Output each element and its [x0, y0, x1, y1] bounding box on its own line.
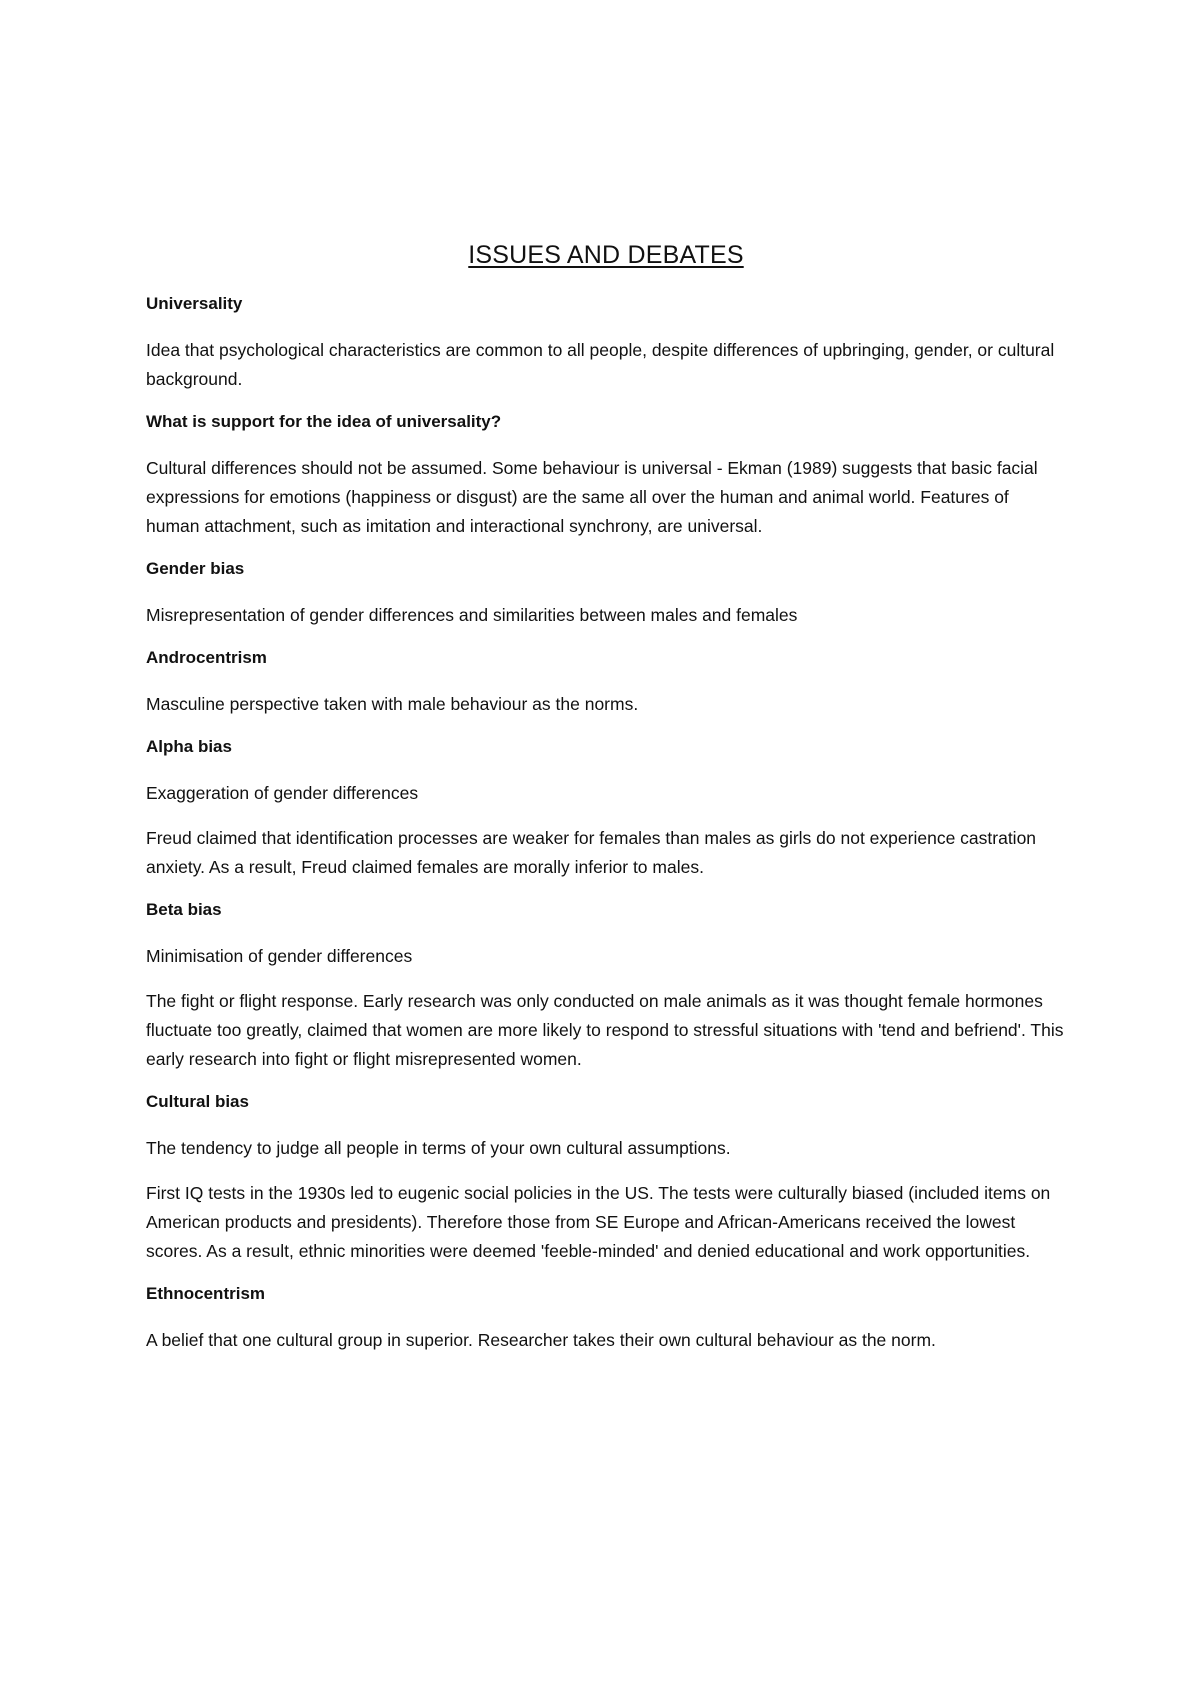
section-heading-universality-support: What is support for the idea of universality? [146, 412, 502, 431]
paragraph-androcentrism-definition: Masculine perspective taken with male behaviour as the norms. [146, 694, 639, 714]
paragraph-alpha-bias-example: Freud claimed that identification processes are weaker for females than males as girls do not experience castration anxiety. As a result, Freud claimed females are morally inferior to males. [146, 828, 1037, 877]
paragraph-universality-definition: Idea that psychological characteristics are common to all people, despite differences of upbringing, gender, or cultural background. [146, 340, 1055, 389]
section-heading-universality: Universality [146, 294, 243, 313]
paragraph-cultural-bias-example: First IQ tests in the 1930s led to eugenic social policies in the US. The tests were culturally biased (included items on American products and presidents). Therefore those from SE Europe and African-Americans received the lowest scores. As a result, ethnic minorities were deemed 'feeble-minded' and denied educational and work opportunities. [146, 1183, 1051, 1261]
paragraph-gender-bias-definition: Misrepresentation of gender differences and similarities between males and females [146, 605, 798, 625]
section-heading-gender-bias: Gender bias [146, 559, 245, 578]
section-heading-cultural-bias: Cultural bias [146, 1092, 249, 1111]
paragraph-ethnocentrism-definition: A belief that one cultural group in superior. Researcher takes their own cultural behaviour as the norm. [146, 1330, 936, 1350]
section-heading-androcentrism: Androcentrism [146, 648, 267, 667]
paragraph-beta-bias-example: The fight or flight response. Early research was only conducted on male animals as it was thought female hormones fluctuate too greatly, claimed that women are more likely to respond to stressful situations with 'tend and befriend'. This early research into fight or flight misrepresented women. [146, 991, 1064, 1069]
section-heading-ethnocentrism: Ethnocentrism [146, 1284, 266, 1303]
section-heading-beta-bias: Beta bias [146, 900, 222, 919]
section-heading-alpha-bias: Alpha bias [146, 737, 232, 756]
document-page [146, 240, 1066, 1371]
document-title: ISSUES AND DEBATES [468, 241, 744, 269]
paragraph-cultural-bias-definition: The tendency to judge all people in terms of your own cultural assumptions. [146, 1138, 731, 1158]
paragraph-beta-bias-definition: Minimisation of gender differences [146, 946, 413, 966]
paragraph-alpha-bias-definition: Exaggeration of gender differences [146, 783, 419, 803]
paragraph-universality-support: Cultural differences should not be assumed. Some behaviour is universal - Ekman (1989) suggests that basic facial expressions for emotions (happiness or disgust) are the same all over the human and animal world. Features of human attachment, such as imitation and interactional synchrony, are universal. [146, 458, 1038, 536]
